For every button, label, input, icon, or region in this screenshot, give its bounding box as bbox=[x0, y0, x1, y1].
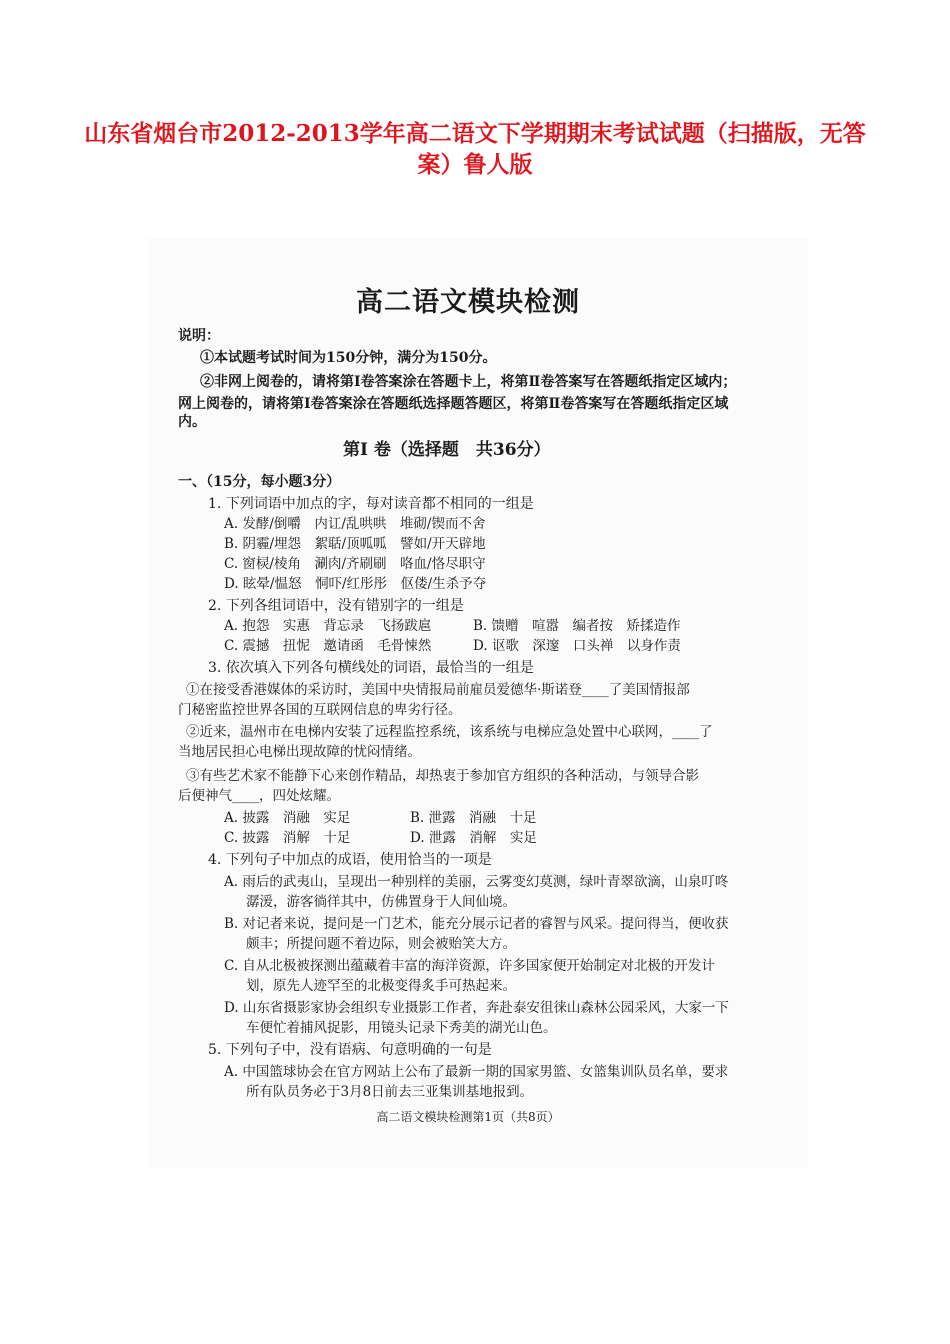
q3-option-a: A. 披露 消融 实足 bbox=[224, 810, 351, 826]
document-title: 山东省烟台市2012-2013学年高二语文下学期期末考试试题（扫描版，无答案）鲁人版 bbox=[84, 120, 866, 178]
q2-option-c: C. 震撼 扭怩 邀请函 毛骨悚然 bbox=[224, 638, 432, 654]
q3-sentence-1-cont: 门秘密监控世界各国的互联网信息的卑劣行径。 bbox=[178, 702, 462, 718]
instruction-2: ②非网上阅卷的，请将第Ⅰ卷答案涂在答题卡上，将第Ⅱ卷答案写在答题纸指定区域内； bbox=[200, 374, 737, 390]
q5-option-a-cont: 所有队员务必于3月8日前去三亚集训基地报到。 bbox=[246, 1084, 534, 1100]
instructions-label: 说明： bbox=[178, 328, 220, 344]
q4-option-c: C. 自从北极被探测出蕴藏着丰富的海洋资源，许多国家便开始制定对北极的开发计 bbox=[224, 958, 715, 974]
exam-title: 高二语文模块检测 bbox=[356, 287, 580, 318]
q5-stem: 5. 下列句子中，没有语病、句意明确的一句是 bbox=[208, 1042, 492, 1058]
q3-sentence-1: ①在接受香港媒体的采访时，美国中央情报局前雇员爱德华·斯诺登____了美国情报部 bbox=[186, 682, 690, 698]
q3-stem: 3. 依次填入下列各句横线处的词语，最恰当的一组是 bbox=[208, 660, 534, 676]
q4-option-b-cont: 颇丰；所提问题不着边际，则会被贻笑大方。 bbox=[246, 936, 516, 952]
q1-option-c: C. 窗棂/棱角 涮肉/齐刷刷 咯血/恪尽职守 bbox=[224, 556, 486, 572]
q1-option-d: D. 眩晕/愠怒 恫吓/红彤彤 伛偻/生杀予夺 bbox=[224, 576, 487, 592]
q4-option-c-cont: 划，原先人迹罕至的北极变得炙手可热起来。 bbox=[246, 978, 516, 994]
q3-option-b: B. 泄露 消融 十足 bbox=[410, 810, 537, 826]
q4-option-d-cont: 车便忙着捕风捉影，用镜头记录下秀美的湖光山色。 bbox=[246, 1020, 557, 1036]
instruction-1: ①本试题考试时间为150分钟，满分为150分。 bbox=[200, 350, 497, 366]
q3-sentence-2-cont: 当地居民担心电梯出现故障的忧闷情绪。 bbox=[178, 744, 421, 760]
part-1-heading: 一、（15分，每小题3分） bbox=[178, 474, 341, 490]
q2-option-a: A. 抱怨 实惠 背忘录 飞扬跋扈 bbox=[224, 618, 432, 634]
q4-stem: 4. 下列句子中加点的成语，使用恰当的一项是 bbox=[208, 852, 492, 868]
instruction-2-end: 内。 bbox=[178, 414, 206, 430]
q3-sentence-3: ③有些艺术家不能静下心来创作精品，却热衷于参加官方组织的各种活动，与领导合影 bbox=[186, 768, 699, 784]
instruction-2-cont: 网上阅卷的，请将第Ⅰ卷答案涂在答题纸选择题答题区，将第Ⅱ卷答案写在答题纸指定区域 bbox=[178, 396, 729, 412]
q2-option-b: B. 馈赠 喧嚣 编者按 矫揉造作 bbox=[473, 618, 681, 634]
q4-option-b: B. 对记者来说，提问是一门艺术，能充分展示记者的睿智与风采。提问得当，便收获 bbox=[224, 916, 729, 932]
q3-sentence-2: ②近来，温州市在电梯内安装了远程监控系统，该系统与电梯应急处置中心联网，____了 bbox=[186, 724, 713, 740]
section-title: 第Ⅰ 卷（选择题 共36分） bbox=[343, 440, 551, 460]
q5-option-a: A. 中国篮球协会在官方网站上公布了最新一期的国家男篮、女篮集训队员名单，要求 bbox=[224, 1064, 729, 1080]
q3-sentence-3-cont: 后便神气____，四处炫耀。 bbox=[178, 788, 340, 804]
q4-option-a: A. 雨后的武夷山，呈现出一种别样的美丽，云雾变幻莫测，绿叶青翠欲滴，山泉叮咚 bbox=[224, 874, 729, 890]
q4-option-a-cont: 潺湲，游客徜徉其中，仿佛置身于人间仙境。 bbox=[246, 894, 516, 910]
q1-option-a: A. 发酵/倒嚼 内讧/乱哄哄 堆砌/锲而不舍 bbox=[224, 516, 486, 532]
q2-option-d: D. 讴歌 深邃 口头禅 以身作责 bbox=[473, 638, 681, 654]
scanned-exam-page bbox=[148, 238, 808, 1168]
q4-option-d: D. 山东省摄影家协会组织专业摄影工作者，奔赴泰安徂徕山森林公园采风，大家一下 bbox=[224, 1000, 729, 1016]
q1-option-b: B. 阴霾/埋怨 絮聒/顶呱呱 譬如/开天辟地 bbox=[224, 536, 486, 552]
q3-option-c: C. 披露 消解 十足 bbox=[224, 830, 351, 846]
q3-option-d: D. 泄露 消解 实足 bbox=[410, 830, 537, 846]
q2-stem: 2. 下列各组词语中，没有错别字的一组是 bbox=[208, 598, 464, 614]
page-footer: 高二语文模块检测第1页（共8页） bbox=[376, 1110, 560, 1124]
q1-stem: 1. 下列词语中加点的字，每对读音都不相同的一组是 bbox=[208, 496, 534, 512]
